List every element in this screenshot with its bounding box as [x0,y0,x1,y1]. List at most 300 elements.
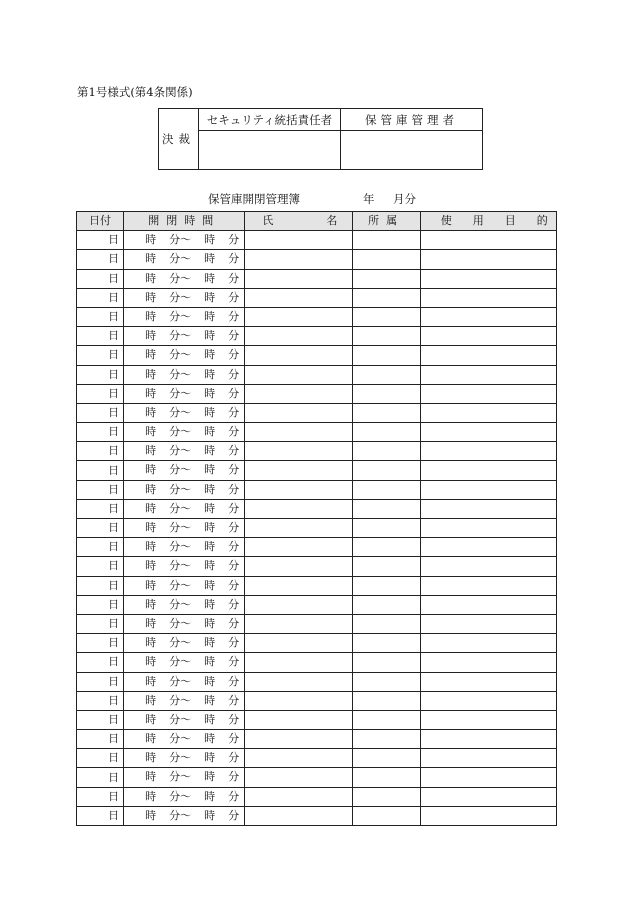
purpose-cell[interactable] [420,288,556,307]
time-cell[interactable] [124,730,245,749]
close-hour-label: 時 [204,386,216,400]
open-minute-label: 分〜 [169,655,192,669]
affiliation-cell[interactable] [352,730,420,749]
close-hour-label: 時 [204,482,216,496]
name-cell[interactable] [245,442,352,461]
table-row [77,787,557,806]
table-row [77,576,557,595]
table-row [77,768,557,787]
table-row [77,538,557,557]
header-purpose-1: 使 [440,214,452,227]
affiliation-cell[interactable] [352,768,420,787]
close-minute-label: 分 [228,636,240,650]
close-minute-label: 分 [228,463,240,477]
purpose-cell[interactable] [420,250,556,269]
date-cell[interactable]: 日 [77,231,124,250]
time-cell[interactable] [124,595,245,614]
date-cell[interactable]: 日 [77,806,124,825]
open-hour-label: 時 [145,674,157,688]
purpose-cell[interactable] [420,231,556,250]
open-hour-label: 時 [145,751,157,765]
security-manager-header: セキュリティ統括責任者 [199,109,341,131]
date-cell[interactable]: 日 [77,672,124,691]
open-hour-label: 時 [145,578,157,592]
close-hour-label: 時 [204,655,216,669]
name-cell[interactable] [245,365,352,384]
purpose-cell[interactable] [420,595,556,614]
table-header-row [77,212,557,231]
open-minute-label: 分〜 [169,597,192,611]
open-minute-label: 分〜 [169,405,192,419]
open-minute-label: 分〜 [169,425,192,439]
purpose-cell[interactable] [420,269,556,288]
name-cell[interactable] [245,653,352,672]
close-minute-label: 分 [228,597,240,611]
purpose-cell[interactable] [420,480,556,499]
table-row [77,519,557,538]
date-cell[interactable]: 日 [77,250,124,269]
affiliation-cell[interactable] [352,672,420,691]
open-minute-label: 分〜 [169,636,192,650]
purpose-cell[interactable] [420,423,556,442]
month-label: 月分 [393,192,416,206]
time-cell[interactable] [124,365,245,384]
time-cell[interactable] [124,557,245,576]
date-cell[interactable]: 日 [77,710,124,729]
close-hour-label: 時 [204,616,216,630]
table-row [77,614,557,633]
close-minute-label: 分 [228,348,240,362]
time-cell[interactable] [124,231,245,250]
affiliation-cell[interactable] [352,384,420,403]
affiliation-cell[interactable] [352,403,420,422]
date-cell[interactable]: 日 [77,403,124,422]
table-row [77,288,557,307]
affiliation-cell[interactable] [352,327,420,346]
table-row [77,403,557,422]
date-cell[interactable]: 日 [77,442,124,461]
affiliation-cell[interactable] [352,423,420,442]
time-cell[interactable] [124,423,245,442]
close-minute-label: 分 [228,233,240,247]
time-cell[interactable] [124,768,245,787]
purpose-cell[interactable] [420,787,556,806]
time-cell[interactable] [124,250,245,269]
table-row [77,730,557,749]
purpose-cell[interactable] [420,327,556,346]
date-cell[interactable]: 日 [77,653,124,672]
date-cell[interactable]: 日 [77,614,124,633]
close-hour-label: 時 [204,693,216,707]
open-hour-label: 時 [145,367,157,381]
open-hour-label: 時 [145,501,157,515]
purpose-cell[interactable] [420,346,556,365]
open-hour-label: 時 [145,309,157,323]
date-cell[interactable]: 日 [77,749,124,768]
purpose-cell[interactable] [420,365,556,384]
name-cell[interactable] [245,519,352,538]
affiliation-cell[interactable] [352,365,420,384]
open-hour-label: 時 [145,425,157,439]
vault-manager-stamp-cell[interactable] [341,131,483,170]
name-cell[interactable] [245,614,352,633]
affiliation-cell[interactable] [352,269,420,288]
purpose-cell[interactable] [420,806,556,825]
name-cell[interactable] [245,672,352,691]
approval-stamp-box [158,108,483,170]
close-minute-label: 分 [228,290,240,304]
purpose-cell[interactable] [420,461,556,480]
date-cell[interactable]: 日 [77,423,124,442]
close-minute-label: 分 [228,808,240,822]
table-row [77,595,557,614]
open-hour-label: 時 [145,405,157,419]
open-minute-label: 分〜 [169,367,192,381]
time-cell[interactable] [124,749,245,768]
date-cell[interactable]: 日 [77,269,124,288]
name-cell[interactable] [245,576,352,595]
open-minute-label: 分〜 [169,789,192,803]
name-cell[interactable] [245,595,352,614]
affiliation-cell[interactable] [352,749,420,768]
affiliation-cell[interactable] [352,231,420,250]
name-cell[interactable] [245,231,352,250]
open-hour-label: 時 [145,233,157,247]
table-row [77,691,557,710]
purpose-cell[interactable] [420,403,556,422]
name-cell[interactable] [245,346,352,365]
affiliation-cell[interactable] [352,250,420,269]
open-hour-label: 時 [145,290,157,304]
close-minute-label: 分 [228,501,240,515]
open-hour-label: 時 [145,482,157,496]
time-cell[interactable] [124,653,245,672]
affiliation-cell[interactable] [352,634,420,653]
purpose-cell[interactable] [420,710,556,729]
close-hour-label: 時 [204,425,216,439]
affiliation-cell[interactable] [352,710,420,729]
open-minute-label: 分〜 [169,521,192,534]
open-hour-label: 時 [145,789,157,803]
close-hour-label: 時 [204,233,216,247]
close-minute-label: 分 [228,559,240,573]
close-minute-label: 分 [228,712,240,726]
open-hour-label: 時 [145,444,157,458]
date-cell[interactable]: 日 [77,730,124,749]
open-hour-label: 時 [145,463,157,477]
purpose-cell[interactable] [420,307,556,326]
open-hour-label: 時 [145,636,157,650]
purpose-cell[interactable] [420,576,556,595]
date-cell[interactable]: 日 [77,595,124,614]
vault-manager-header: 保管庫管理者 [341,109,483,131]
affiliation-cell[interactable] [352,307,420,326]
date-cell[interactable]: 日 [77,768,124,787]
close-hour-label: 時 [204,808,216,822]
table-row [77,269,557,288]
date-cell[interactable]: 日 [77,365,124,384]
name-cell[interactable] [245,730,352,749]
name-cell[interactable] [245,710,352,729]
close-minute-label: 分 [228,693,240,707]
name-cell[interactable] [245,691,352,710]
purpose-cell[interactable] [420,499,556,518]
open-hour-label: 時 [145,616,157,630]
close-hour-label: 時 [204,309,216,323]
open-hour-label: 時 [145,712,157,726]
open-minute-label: 分〜 [169,290,192,304]
purpose-cell[interactable] [420,691,556,710]
date-cell[interactable]: 日 [77,691,124,710]
purpose-cell[interactable] [420,634,556,653]
close-minute-label: 分 [228,444,240,458]
close-minute-label: 分 [228,578,240,592]
open-hour-label: 時 [145,252,157,266]
purpose-cell[interactable] [420,614,556,633]
ledger-title: 保管庫開閉管理簿 [208,192,300,206]
open-hour-label: 時 [145,655,157,669]
table-row [77,250,557,269]
purpose-cell[interactable] [420,730,556,749]
open-hour-label: 時 [145,693,157,707]
approval-label: 決裁 [159,109,199,170]
name-cell[interactable] [245,288,352,307]
open-hour-label: 時 [145,348,157,362]
open-hour-label: 時 [145,770,157,784]
header-date: 日付 [77,212,124,231]
close-minute-label: 分 [228,271,240,285]
open-minute-label: 分〜 [169,578,192,592]
table-row [77,653,557,672]
date-cell[interactable]: 日 [77,288,124,307]
close-hour-label: 時 [204,521,216,534]
vault-access-log-table [76,211,557,826]
time-cell[interactable] [124,442,245,461]
table-row [77,806,557,825]
affiliation-cell[interactable] [352,288,420,307]
affiliation-cell[interactable] [352,557,420,576]
date-cell[interactable]: 日 [77,538,124,557]
affiliation-cell[interactable] [352,691,420,710]
date-cell[interactable]: 日 [77,634,124,653]
time-cell[interactable] [124,614,245,633]
table-row [77,442,557,461]
name-cell[interactable] [245,307,352,326]
time-cell[interactable] [124,787,245,806]
affiliation-cell[interactable] [352,480,420,499]
purpose-cell[interactable] [420,768,556,787]
open-minute-label: 分〜 [169,233,192,247]
time-cell[interactable] [124,384,245,403]
open-hour-label: 時 [145,329,157,343]
close-hour-label: 時 [204,540,216,554]
close-hour-label: 時 [204,789,216,803]
table-row [77,557,557,576]
table-row [77,423,557,442]
header-name-family: 氏 [262,214,274,227]
table-row [77,384,557,403]
affiliation-cell[interactable] [352,442,420,461]
time-cell[interactable] [124,576,245,595]
purpose-cell[interactable] [420,653,556,672]
close-hour-label: 時 [204,770,216,784]
close-hour-label: 時 [204,578,216,592]
date-cell[interactable]: 日 [77,327,124,346]
affiliation-cell[interactable] [352,576,420,595]
name-cell[interactable] [245,250,352,269]
time-cell[interactable] [124,288,245,307]
table-row [77,499,557,518]
table-row [77,480,557,499]
open-minute-label: 分〜 [169,732,192,746]
time-cell[interactable] [124,461,245,480]
table-row [77,710,557,729]
close-hour-label: 時 [204,463,216,477]
name-cell[interactable] [245,403,352,422]
time-cell[interactable] [124,672,245,691]
date-cell[interactable]: 日 [77,576,124,595]
close-hour-label: 時 [204,674,216,688]
date-cell[interactable]: 日 [77,461,124,480]
close-hour-label: 時 [204,348,216,362]
open-minute-label: 分〜 [169,329,192,343]
purpose-cell[interactable] [420,442,556,461]
affiliation-cell[interactable] [352,595,420,614]
open-hour-label: 時 [145,521,157,534]
affiliation-cell[interactable] [352,346,420,365]
affiliation-cell[interactable] [352,614,420,633]
open-hour-label: 時 [145,271,157,285]
table-row [77,365,557,384]
date-cell[interactable]: 日 [77,307,124,326]
time-cell[interactable] [124,307,245,326]
time-cell[interactable] [124,519,245,538]
close-minute-label: 分 [228,674,240,688]
time-cell[interactable] [124,710,245,729]
close-minute-label: 分 [228,482,240,496]
time-cell[interactable] [124,538,245,557]
table-row [77,672,557,691]
close-hour-label: 時 [204,636,216,650]
time-cell[interactable] [124,327,245,346]
table-row [77,327,557,346]
affiliation-cell[interactable] [352,519,420,538]
name-cell[interactable] [245,480,352,499]
open-minute-label: 分〜 [169,674,192,688]
affiliation-cell[interactable] [352,806,420,825]
table-row [77,749,557,768]
time-cell[interactable] [124,806,245,825]
name-cell[interactable] [245,384,352,403]
date-cell[interactable]: 日 [77,480,124,499]
open-minute-label: 分〜 [169,540,192,554]
name-cell[interactable] [245,461,352,480]
date-cell[interactable]: 日 [77,384,124,403]
affiliation-cell[interactable] [352,499,420,518]
time-cell[interactable] [124,346,245,365]
close-hour-label: 時 [204,367,216,381]
purpose-cell[interactable] [420,384,556,403]
affiliation-cell[interactable] [352,787,420,806]
date-cell[interactable]: 日 [77,557,124,576]
time-cell[interactable] [124,403,245,422]
name-cell[interactable] [245,749,352,768]
time-cell[interactable] [124,480,245,499]
close-hour-label: 時 [204,290,216,304]
close-hour-label: 時 [204,597,216,611]
time-cell[interactable] [124,691,245,710]
close-minute-label: 分 [228,732,240,746]
name-cell[interactable] [245,768,352,787]
name-cell[interactable] [245,806,352,825]
open-hour-label: 時 [145,597,157,611]
date-cell[interactable]: 日 [77,519,124,538]
header-purpose [420,212,556,231]
affiliation-cell[interactable] [352,461,420,480]
ledger-title-line [208,191,416,207]
time-cell[interactable] [124,269,245,288]
time-cell[interactable] [124,634,245,653]
date-cell[interactable]: 日 [77,499,124,518]
name-cell[interactable] [245,538,352,557]
header-affiliation: 所属 [352,212,420,231]
open-minute-label: 分〜 [169,770,192,784]
open-minute-label: 分〜 [169,559,192,573]
open-minute-label: 分〜 [169,808,192,822]
name-cell[interactable] [245,557,352,576]
open-minute-label: 分〜 [169,444,192,458]
name-cell[interactable] [245,634,352,653]
close-minute-label: 分 [228,540,240,554]
open-hour-label: 時 [145,732,157,746]
close-hour-label: 時 [204,559,216,573]
affiliation-cell[interactable] [352,653,420,672]
purpose-cell[interactable] [420,749,556,768]
open-minute-label: 分〜 [169,501,192,515]
close-hour-label: 時 [204,405,216,419]
table-row [77,307,557,326]
time-cell[interactable] [124,499,245,518]
close-minute-label: 分 [228,616,240,630]
header-name [245,212,352,231]
header-purpose-4: 的 [536,214,548,227]
name-cell[interactable] [245,423,352,442]
close-minute-label: 分 [228,386,240,400]
purpose-cell[interactable] [420,557,556,576]
name-cell[interactable] [245,499,352,518]
security-manager-stamp-cell[interactable] [199,131,341,170]
date-cell[interactable]: 日 [77,787,124,806]
affiliation-cell[interactable] [352,538,420,557]
open-minute-label: 分〜 [169,348,192,362]
name-cell[interactable] [245,269,352,288]
purpose-cell[interactable] [420,519,556,538]
purpose-cell[interactable] [420,538,556,557]
table-row [77,461,557,480]
header-purpose-2: 用 [472,214,484,227]
purpose-cell[interactable] [420,672,556,691]
year-label: 年 [363,192,375,206]
close-hour-label: 時 [204,444,216,458]
open-minute-label: 分〜 [169,463,192,477]
close-minute-label: 分 [228,521,240,534]
open-hour-label: 時 [145,540,157,554]
date-cell[interactable]: 日 [77,346,124,365]
close-minute-label: 分 [228,405,240,419]
open-minute-label: 分〜 [169,271,192,285]
name-cell[interactable] [245,327,352,346]
name-cell[interactable] [245,787,352,806]
